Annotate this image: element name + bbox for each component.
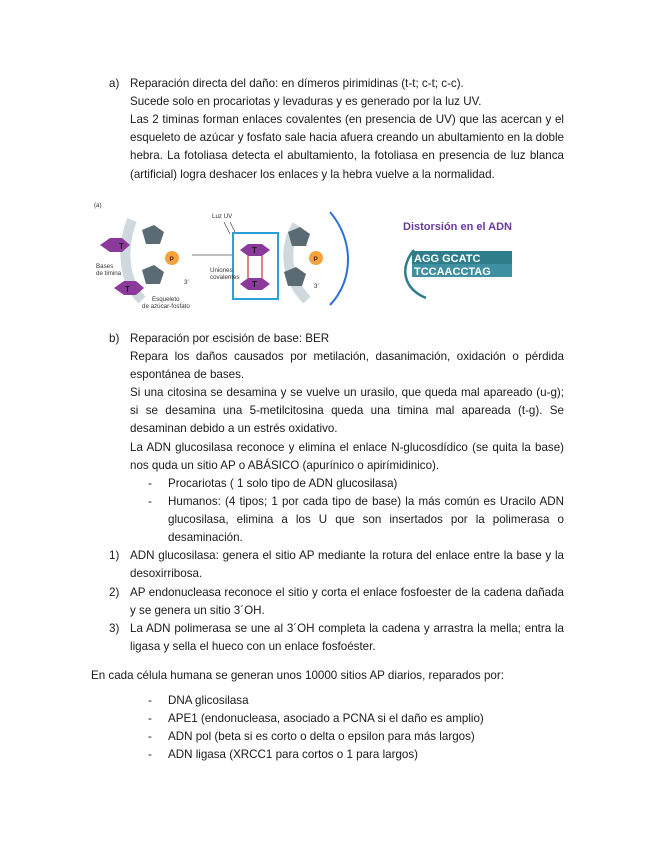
thymine-dimer-figure (92, 200, 352, 315)
figure-panel-label: (a) (94, 202, 102, 209)
bases-timina-2: de timina (96, 270, 122, 277)
dna-bottom-sequence: TCCAACCTAG (414, 266, 491, 278)
right-molecule (210, 212, 348, 305)
helix-arc (330, 212, 348, 305)
step-3-text: La ADN polimerasa se une al 3´OH completa la cadena y arrastra la mella; entra la ligasa y sella el hueco con un enlace fosfoéster. (130, 622, 564, 654)
summary-dash-1: - (148, 694, 152, 707)
summary-item-3: ADN pol (beta si es corto o delta o epsilon para más largos) (168, 730, 475, 743)
dna-distortion-figure (396, 216, 521, 306)
summary-item-1: DNA glicosilasa (168, 694, 249, 707)
step-2-text: AP endonucleasa reconoce el sitio y corta el enlace fosfoester de la cadena dañada y se genera un sitio 3´OH. (130, 586, 564, 618)
summary-dash-4: - (148, 748, 152, 761)
right-prime: 3' (314, 283, 319, 290)
left-sugar-bottom (142, 265, 164, 284)
summary-dash-3: - (148, 730, 152, 743)
uniones-2: covalentes (210, 274, 240, 281)
left-t-bottom: T (125, 285, 130, 294)
right-p-letter: P (313, 256, 318, 263)
step-1-number: 1) (109, 549, 120, 562)
dna-top-sequence: AGG GCATC (414, 253, 481, 265)
right-t-top: T (252, 246, 257, 255)
summary-intro: En cada célula humana se generan unos 10000 sitios AP diarios, reparados por: (91, 669, 504, 682)
right-t-bottom: T (252, 280, 257, 289)
bases-timina-1: Bases (96, 263, 114, 270)
uniones-1: Uniones (210, 267, 233, 274)
distortion-title: Distorsión en el ADN (403, 221, 512, 233)
bullet-dash-2: - (148, 495, 152, 508)
summary-item-4: ADN ligasa (XRCC1 para cortos o 1 para largos) (168, 748, 419, 761)
bullet-humanos: Humanos: (4 tipos; 1 por cada tipo de base) la más común es Uracilo ADN glucosilasa, elimina a los U que son insertados por la polimerasa o desaminación. (168, 495, 564, 545)
section-b-p3: La ADN glucosilasa reconoce y elimina el enlace N-glucosdídico (se quita la base) nos quda un sitio AP o ABÁSICO (apurínico o apirímidinico). (130, 441, 564, 473)
section-a-paragraph: Las 2 timinas forman enlaces covalentes (en presencia de UV) que las acercan y el esqueleto de azúcar y fosfato sale hacia afuera creando un abultamiento en la doble hebra. La fotoliasa detecta el abultamiento, la fotoliasa en presencia de luz blanca (artificial) logra deshacer los enlaces y la hebra vuelve a la normalidad. (130, 113, 564, 181)
left-sugar-top (142, 225, 164, 244)
bullet-dash-1: - (148, 477, 152, 490)
summary-dash-2: - (148, 712, 152, 725)
section-b-marker: b) (109, 332, 120, 345)
section-b-title: Reparación por escisión de base: BER (130, 332, 330, 345)
section-a-line-2: Sucede solo en procariotas y levaduras y es generado por la luz UV. (130, 95, 482, 108)
left-prime: 3' (184, 279, 189, 286)
section-a-marker: a) (109, 77, 120, 90)
bullet-procariotas: Procariotas ( 1 solo tipo de ADN glucosilasa) (168, 477, 398, 490)
left-t-top: T (119, 242, 124, 251)
uv-ray-1 (224, 222, 230, 234)
section-a-line-1: Reparación directa del daño: en dímeros pirimidinas (t-t; c-t; c-c). (130, 77, 464, 90)
left-p-letter: P (169, 256, 174, 263)
left-molecule (96, 220, 190, 310)
esqueleto-2: de azúcar-fosfato (142, 303, 190, 310)
luz-uv-label: Luz UV (212, 213, 233, 220)
step-1-text: ADN glucosilasa: genera el sitio AP mediante la rotura del enlace entre la base y la desoxirribosa. (130, 549, 564, 581)
step-2-number: 2) (109, 586, 120, 599)
esqueleto-1: Esqueleto (152, 296, 180, 303)
summary-item-2: APE1 (endonucleasa, asociado a PCNA si el daño es amplio) (168, 712, 484, 725)
section-b-p2: Si una citosina se desamina y se vuelve un urasilo, que queda mal apareado (u-g); si se desamina una 5-metilcitosina queda una timina mal apareada (t-g). Se desaminan debido a un estrés oxidativo. (130, 386, 564, 436)
section-b-p1: Repara los daños causados por metilación, dasanimación, oxidación o pérdida espontánea de bases. (130, 350, 564, 382)
step-3-number: 3) (109, 622, 120, 635)
